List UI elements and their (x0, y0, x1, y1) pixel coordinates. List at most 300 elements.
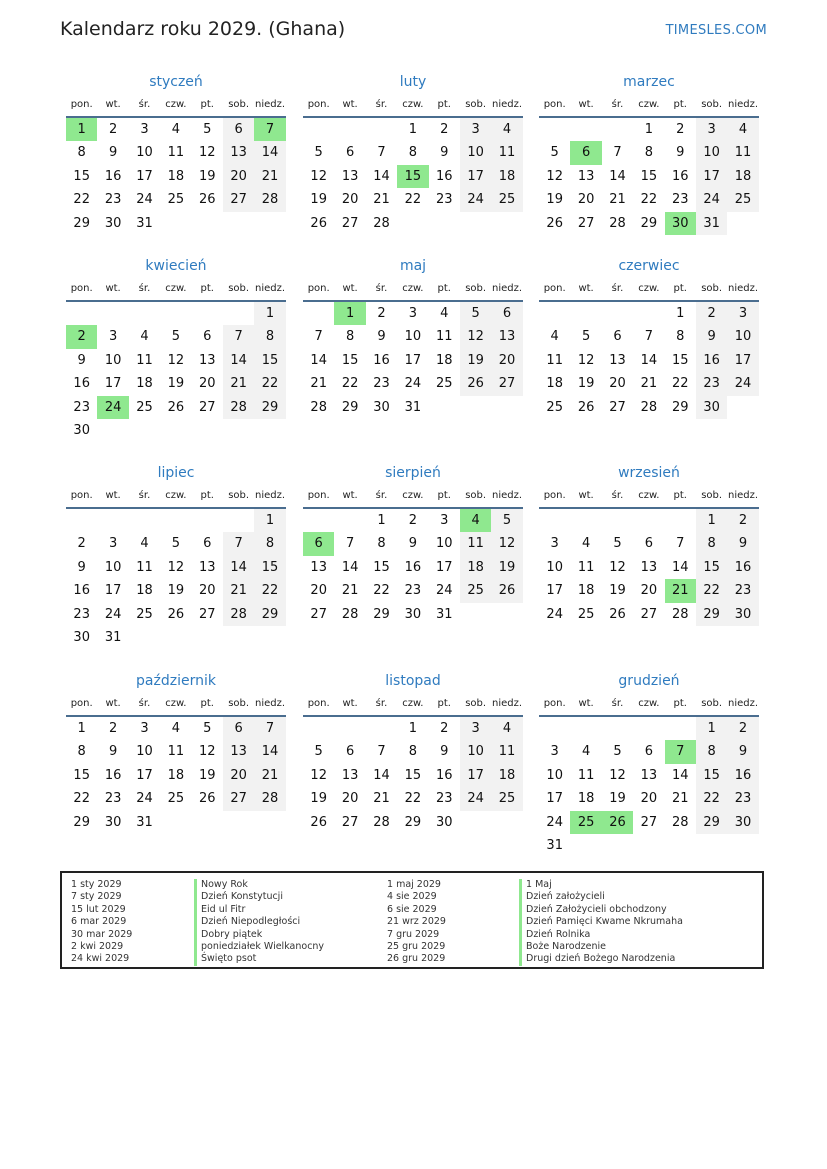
day-cell: 13 (198, 559, 216, 575)
month-name: maj (399, 258, 427, 274)
day-cell: 24 (546, 814, 563, 830)
day-cell: 27 (609, 399, 626, 415)
day-cell: 7 (377, 744, 386, 760)
weekday-header (66, 94, 286, 118)
day-cell: 10 (696, 141, 727, 164)
month-calendar (539, 254, 759, 419)
weekday-label: pon. (543, 283, 566, 294)
weekday-header (539, 485, 759, 509)
day-cell: 7 (223, 325, 254, 348)
day-cell: 17 (460, 165, 491, 188)
day-cell: 25 (491, 188, 522, 211)
day-cell: 1 (696, 717, 727, 740)
day-cell: 12 (609, 559, 626, 575)
day-cell: 26 (609, 606, 626, 622)
day-cell: 9 (77, 352, 86, 368)
day-cell: 7 (613, 145, 622, 161)
holiday-day-cell: 1 (66, 118, 97, 141)
day-cell: 11 (435, 329, 453, 345)
day-cell: 12 (198, 145, 216, 161)
day-cell: 9 (440, 744, 449, 760)
day-cell: 29 (341, 399, 359, 415)
day-cell: 27 (223, 188, 254, 211)
weekday-label: czw. (165, 490, 187, 501)
holiday-day-cell: 15 (397, 165, 428, 188)
legend-date: 1 maj 2029 (387, 879, 441, 890)
day-cell: 19 (460, 349, 491, 372)
day-cell: 10 (435, 536, 453, 552)
legend-date: 1 sty 2029 (71, 879, 122, 890)
day-cell: 25 (491, 787, 522, 810)
day-cell: 24 (104, 606, 122, 622)
day-grid (303, 302, 523, 419)
day-cell: 10 (727, 325, 758, 348)
day-cell: 20 (640, 583, 658, 599)
day-cell: 14 (671, 767, 689, 783)
weekday-label: niedz. (492, 99, 523, 110)
empty-day-cell (223, 302, 254, 325)
weekday-header (303, 485, 523, 509)
empty-day-cell (192, 302, 223, 325)
day-cell: 15 (73, 767, 90, 783)
day-cell: 18 (167, 168, 185, 184)
weekday-label: pt. (200, 99, 214, 110)
day-cell: 7 (223, 532, 254, 555)
day-cell: 8 (254, 325, 285, 348)
day-cell: 6 (345, 145, 355, 161)
weekday-label: śr. (611, 698, 624, 709)
day-cell: 3 (140, 122, 149, 137)
day-cell: 16 (435, 767, 453, 783)
day-cell: 4 (727, 118, 758, 141)
weekday-label: pt. (437, 99, 451, 110)
weekday-header (539, 94, 759, 118)
weekday-label: śr. (375, 490, 388, 501)
day-cell: 26 (577, 399, 595, 415)
day-cell: 19 (609, 791, 626, 807)
day-cell: 27 (491, 372, 522, 395)
day-cell: 12 (167, 352, 185, 368)
day-cell: 15 (640, 168, 658, 184)
day-cell: 6 (203, 536, 212, 552)
day-cell: 7 (345, 536, 355, 552)
empty-day-cell (97, 302, 128, 325)
day-cell: 16 (727, 764, 758, 787)
day-cell: 5 (581, 329, 591, 345)
holiday-day-cell: 7 (665, 740, 696, 763)
day-cell: 9 (108, 145, 118, 161)
day-cell: 25 (546, 399, 563, 415)
day-cell: 29 (640, 215, 658, 231)
weekday-label: wt. (578, 99, 594, 110)
month-name: marzec (623, 74, 675, 90)
day-grid (66, 302, 286, 442)
day-cell: 12 (491, 532, 522, 555)
day-cell: 5 (171, 329, 180, 345)
day-cell: 2 (77, 536, 86, 552)
day-grid (539, 509, 759, 626)
weekday-header (66, 693, 286, 717)
legend-holiday-name: poniedziałek Wielkanocny (194, 941, 324, 953)
day-cell: 26 (310, 814, 327, 830)
weekday-header (539, 278, 759, 302)
day-cell: 30 (435, 814, 453, 830)
day-cell: 22 (640, 192, 658, 208)
weekday-label: niedz. (728, 490, 759, 501)
day-cell: 22 (696, 787, 727, 810)
day-cell: 19 (609, 583, 626, 599)
weekday-label: niedz. (492, 490, 523, 501)
day-cell: 8 (377, 536, 386, 552)
day-grid (303, 509, 523, 626)
day-cell: 12 (310, 168, 327, 184)
weekday-label: pt. (200, 490, 214, 501)
day-grid (303, 118, 523, 235)
empty-day-cell (66, 509, 97, 532)
day-cell: 2 (408, 513, 417, 528)
day-cell: 28 (640, 399, 658, 415)
holiday-day-cell: 2 (66, 325, 97, 348)
month-grid (66, 70, 762, 853)
day-cell: 10 (546, 559, 563, 575)
legend-holiday-name: Dzień Niepodległości (194, 916, 324, 928)
day-cell: 13 (609, 352, 626, 368)
weekday-label: wt. (578, 283, 594, 294)
day-cell: 25 (136, 399, 153, 415)
weekday-label: śr. (375, 698, 388, 709)
day-cell: 1 (696, 509, 727, 532)
weekday-label: pon. (70, 490, 93, 501)
day-cell: 23 (73, 606, 90, 622)
day-cell: 9 (727, 740, 758, 763)
day-cell: 19 (198, 767, 216, 783)
weekday-label: czw. (638, 283, 660, 294)
weekday-label: pon. (307, 698, 330, 709)
month-calendar (539, 461, 759, 626)
day-cell: 4 (171, 721, 180, 736)
weekday-label: pon. (307, 99, 330, 110)
empty-day-cell (160, 509, 191, 532)
day-cell: 10 (104, 352, 122, 368)
day-cell: 2 (727, 717, 758, 740)
empty-day-cell (366, 118, 397, 141)
day-cell: 7 (377, 145, 386, 161)
day-cell: 26 (310, 215, 327, 231)
month-calendar (66, 254, 286, 442)
day-cell: 30 (104, 814, 122, 830)
weekday-label: pt. (437, 490, 451, 501)
weekday-label: pon. (307, 283, 330, 294)
day-cell: 12 (198, 744, 216, 760)
day-cell: 7 (676, 536, 685, 552)
day-cell: 8 (676, 329, 685, 345)
day-cell: 27 (640, 814, 658, 830)
weekday-label: sob. (465, 490, 487, 501)
day-cell: 6 (491, 302, 522, 325)
month-calendar (66, 70, 286, 235)
day-cell: 5 (203, 721, 212, 736)
day-cell: 24 (727, 372, 758, 395)
month-calendar (303, 70, 523, 235)
day-cell: 30 (104, 215, 122, 231)
day-cell: 20 (640, 791, 658, 807)
day-cell: 18 (136, 376, 153, 392)
day-cell: 13 (223, 740, 254, 763)
day-cell: 4 (581, 744, 591, 760)
weekday-label: śr. (611, 490, 624, 501)
weekday-label: pon. (70, 99, 93, 110)
day-cell: 17 (460, 764, 491, 787)
month-name: lipiec (157, 465, 195, 481)
day-cell: 26 (546, 215, 563, 231)
day-cell: 27 (341, 814, 359, 830)
day-cell: 20 (609, 376, 626, 392)
day-cell: 27 (198, 399, 216, 415)
day-cell: 31 (435, 606, 453, 622)
empty-day-cell (366, 717, 397, 740)
day-cell: 9 (377, 329, 386, 345)
legend-holiday-name: Dzień Pamięci Kwame Nkrumaha (519, 916, 683, 928)
weekday-label: śr. (138, 698, 151, 709)
day-grid (66, 118, 286, 235)
day-cell: 17 (546, 583, 563, 599)
empty-day-cell (66, 302, 97, 325)
day-cell: 9 (676, 145, 685, 161)
day-cell: 28 (254, 787, 285, 810)
day-cell: 2 (696, 302, 727, 325)
day-cell: 15 (341, 352, 359, 368)
day-cell: 28 (310, 399, 327, 415)
day-cell: 30 (696, 396, 727, 419)
site-brand-link[interactable]: TIMESLES.COM (665, 23, 767, 38)
legend-holiday-name: Dzień Rolnika (519, 929, 683, 941)
day-cell: 8 (644, 145, 653, 161)
day-cell: 3 (727, 302, 758, 325)
weekday-label: niedz. (255, 698, 286, 709)
day-grid (66, 717, 286, 834)
day-cell: 26 (491, 579, 522, 602)
legend-date: 7 gru 2029 (387, 928, 440, 940)
day-cell: 2 (676, 122, 685, 137)
day-cell: 10 (460, 141, 491, 164)
day-cell: 6 (644, 536, 653, 552)
day-cell: 25 (727, 188, 758, 211)
day-cell: 1 (644, 122, 653, 137)
day-cell: 18 (577, 791, 595, 807)
weekday-label: wt. (105, 283, 121, 294)
weekday-header (303, 94, 523, 118)
day-cell: 15 (373, 559, 390, 575)
day-cell: 1 (254, 509, 285, 532)
weekday-label: wt. (342, 99, 358, 110)
weekday-label: wt. (105, 490, 121, 501)
day-cell: 6 (345, 744, 355, 760)
day-cell: 4 (550, 329, 559, 345)
day-cell: 8 (408, 744, 417, 760)
day-cell: 15 (696, 556, 727, 579)
day-cell: 30 (404, 606, 422, 622)
weekday-label: wt. (342, 698, 358, 709)
holiday-day-cell: 25 (570, 811, 601, 834)
day-cell: 18 (491, 165, 522, 188)
day-cell: 25 (136, 606, 153, 622)
day-cell: 8 (696, 532, 727, 555)
weekday-label: sob. (228, 99, 250, 110)
day-cell: 5 (550, 145, 559, 161)
day-cell: 25 (167, 192, 185, 208)
weekday-label: wt. (342, 283, 358, 294)
day-cell: 13 (640, 559, 658, 575)
day-cell: 10 (104, 559, 122, 575)
day-cell: 20 (198, 376, 216, 392)
day-cell: 3 (108, 536, 118, 552)
empty-day-cell (129, 302, 160, 325)
legend-date: 2 kwi 2029 (71, 940, 124, 952)
month-calendar (66, 669, 286, 834)
day-cell: 23 (404, 583, 422, 599)
day-cell: 18 (167, 767, 185, 783)
empty-day-cell (192, 509, 223, 532)
legend-holiday-name: Dzień Założycieli obchodzony (519, 904, 683, 916)
weekday-label: śr. (611, 283, 624, 294)
day-cell: 3 (550, 744, 559, 760)
day-cell: 9 (77, 559, 86, 575)
day-cell: 16 (73, 583, 90, 599)
month-name: luty (399, 74, 427, 90)
day-cell: 21 (640, 376, 658, 392)
day-cell: 23 (727, 579, 758, 602)
empty-day-cell (97, 509, 128, 532)
day-cell: 28 (373, 814, 390, 830)
day-cell: 21 (671, 791, 689, 807)
weekday-label: śr. (138, 490, 151, 501)
day-cell: 21 (373, 791, 390, 807)
day-cell: 4 (491, 118, 522, 141)
day-cell: 11 (577, 559, 595, 575)
day-cell: 1 (77, 721, 86, 736)
empty-day-cell (602, 717, 633, 740)
day-cell: 27 (310, 606, 327, 622)
day-cell: 16 (404, 559, 422, 575)
weekday-label: wt. (578, 698, 594, 709)
day-cell: 21 (254, 764, 285, 787)
weekday-label: niedz. (255, 283, 286, 294)
day-cell: 1 (377, 513, 386, 528)
holiday-day-cell: 7 (254, 118, 285, 141)
legend-dates-right (387, 879, 446, 966)
empty-day-cell (303, 717, 334, 740)
weekday-label: sob. (465, 283, 487, 294)
day-cell: 17 (136, 767, 153, 783)
weekday-label: sob. (465, 99, 487, 110)
day-cell: 23 (373, 376, 390, 392)
weekday-label: pon. (543, 490, 566, 501)
weekday-label: czw. (638, 490, 660, 501)
day-cell: 9 (408, 536, 417, 552)
day-cell: 22 (341, 376, 359, 392)
day-cell: 21 (341, 583, 359, 599)
day-cell: 1 (254, 302, 285, 325)
day-cell: 24 (546, 606, 563, 622)
day-cell: 9 (727, 532, 758, 555)
day-cell: 5 (460, 302, 491, 325)
day-cell: 26 (198, 192, 216, 208)
weekday-label: czw. (165, 99, 187, 110)
month-calendar (303, 669, 523, 834)
holiday-day-cell: 30 (665, 212, 696, 235)
day-cell: 18 (577, 583, 595, 599)
weekday-header (303, 693, 523, 717)
day-cell: 11 (546, 352, 563, 368)
day-cell: 31 (404, 399, 422, 415)
day-cell: 8 (408, 145, 417, 161)
day-cell: 19 (167, 583, 185, 599)
weekday-label: niedz. (728, 99, 759, 110)
day-grid (539, 717, 759, 857)
day-cell: 30 (727, 811, 758, 834)
day-cell: 16 (73, 376, 90, 392)
legend-date: 25 gru 2029 (387, 940, 446, 952)
weekday-label: niedz. (728, 283, 759, 294)
day-cell: 17 (104, 583, 122, 599)
day-cell: 3 (140, 721, 149, 736)
day-cell: 2 (440, 721, 449, 736)
holiday-day-cell: 26 (602, 811, 633, 834)
day-cell: 14 (640, 352, 658, 368)
day-cell: 27 (577, 215, 595, 231)
day-cell: 29 (404, 814, 422, 830)
empty-day-cell (539, 509, 570, 532)
day-cell: 18 (136, 583, 153, 599)
day-cell: 19 (310, 791, 327, 807)
weekday-label: czw. (402, 99, 424, 110)
weekday-label: czw. (165, 283, 187, 294)
day-cell: 23 (104, 192, 122, 208)
day-cell: 21 (223, 579, 254, 602)
day-cell: 24 (136, 791, 153, 807)
month-calendar (66, 461, 286, 649)
day-cell: 12 (310, 767, 327, 783)
day-cell: 22 (254, 372, 285, 395)
day-cell: 28 (373, 215, 390, 231)
weekday-label: pt. (673, 490, 687, 501)
day-cell: 13 (640, 767, 658, 783)
legend-date: 6 sie 2029 (387, 903, 437, 915)
day-cell: 14 (373, 767, 390, 783)
day-cell: 26 (198, 791, 216, 807)
day-cell: 23 (435, 791, 453, 807)
day-cell: 29 (696, 603, 727, 626)
day-cell: 30 (73, 422, 90, 438)
day-cell: 11 (577, 767, 595, 783)
weekday-label: pon. (543, 99, 566, 110)
day-cell: 14 (373, 168, 390, 184)
day-cell: 3 (440, 513, 449, 528)
day-cell: 14 (223, 349, 254, 372)
day-cell: 12 (609, 767, 626, 783)
empty-day-cell (539, 302, 570, 325)
day-cell: 2 (108, 122, 118, 137)
day-cell: 4 (171, 122, 180, 137)
day-cell: 2 (108, 721, 118, 736)
day-cell: 29 (373, 606, 390, 622)
day-cell: 13 (341, 767, 359, 783)
empty-day-cell (570, 717, 601, 740)
empty-day-cell (160, 302, 191, 325)
day-cell: 23 (727, 787, 758, 810)
day-cell: 17 (404, 352, 422, 368)
day-cell: 21 (373, 192, 390, 208)
